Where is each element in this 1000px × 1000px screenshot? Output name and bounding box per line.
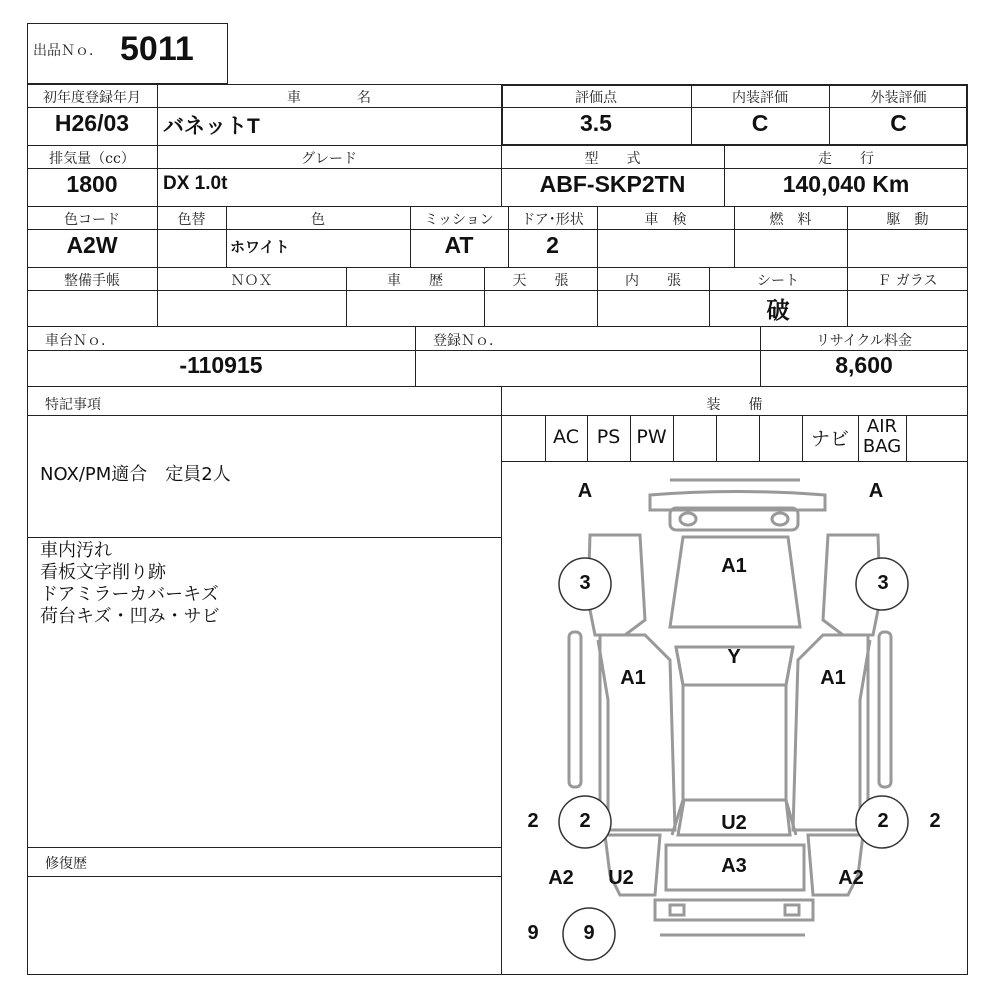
mark-left-quarter: A2 xyxy=(548,867,574,889)
lot-number: 5011 xyxy=(120,30,194,68)
mark-right-rear-out: 2 xyxy=(929,810,941,832)
mark-windshield: A1 xyxy=(721,555,747,577)
mark-front-right: A xyxy=(868,480,884,502)
interior-trim-label: 内 張 xyxy=(625,273,681,289)
chassis-value: -110915 xyxy=(179,352,263,378)
equip-ac: AC xyxy=(553,426,579,448)
remarks-line-1: 看板文字削り跡 xyxy=(40,562,166,583)
car-name-value: バネットT xyxy=(163,115,260,138)
mark-right-rear-wheel: 2 xyxy=(877,810,889,832)
equip-airbag-2: BAG xyxy=(862,436,902,457)
remarks-label: 特記事項 xyxy=(45,397,101,413)
mark-left-rear-wheel: 2 xyxy=(579,810,591,832)
service-label: 整備手帳 xyxy=(64,273,120,289)
chassis-label: 車台Ｎｏ． xyxy=(45,333,115,349)
mission-value: AT xyxy=(444,232,474,258)
exterior-value: C xyxy=(890,110,907,136)
mileage-value: 140,040 Km xyxy=(782,171,910,197)
glass-label: Ｆ ガラス xyxy=(877,273,938,289)
fuel-label: 燃 料 xyxy=(769,212,812,228)
grade-value: DX 1.0t xyxy=(163,173,228,194)
mark-left-door: A1 xyxy=(620,667,646,689)
color-label: 色 xyxy=(311,212,325,228)
mark-left-bumper: U2 xyxy=(608,867,634,889)
grade-label: グレード xyxy=(301,151,357,167)
interior-label: 内装評価 xyxy=(732,90,788,106)
color-change-label: 色替 xyxy=(177,212,206,228)
mission-label: ミッション xyxy=(424,212,494,228)
model-label: 型 式 xyxy=(584,151,641,167)
lot-label: 出品Ｎｏ． xyxy=(33,43,103,59)
history-label: 車 歴 xyxy=(387,273,443,289)
remarks-line1: NOX/PM適合 定員2人 xyxy=(40,464,231,485)
reg-label: 登録Ｎｏ． xyxy=(433,333,503,349)
equip-ps: PS xyxy=(596,426,621,448)
inspection-label: 車 検 xyxy=(644,212,687,228)
year-value: H26/03 xyxy=(54,110,130,136)
model-value: ABF-SKP2TN xyxy=(539,171,686,197)
recycle-value: 8,600 xyxy=(835,352,893,378)
mark-rear-wheel: 9 xyxy=(583,922,595,944)
mark-roof: Y xyxy=(727,646,741,668)
mark-left-rear-out: 2 xyxy=(527,810,539,832)
mark-front-left: A xyxy=(577,480,593,502)
equip-airbag-1: AIR xyxy=(866,416,898,437)
recycle-label: リサイクル料金 xyxy=(815,333,913,349)
remarks-line-2: ドアミラーカバーキズ xyxy=(40,584,219,605)
mark-bed: A3 xyxy=(721,855,747,877)
roof-label: 天 張 xyxy=(512,273,569,289)
year-label: 初年度登録年月 xyxy=(43,90,141,106)
exterior-label: 外装評価 xyxy=(870,90,927,106)
door-label: ドア･形状 xyxy=(521,212,584,228)
mark-left-fender: 3 xyxy=(579,572,591,594)
equipment-label: 装 備 xyxy=(706,397,763,413)
color-code-label: 色コード xyxy=(64,212,120,228)
mark-right-door: A1 xyxy=(820,667,846,689)
repair-history-label: 修復歴 xyxy=(45,856,87,872)
mark-right-fender: 3 xyxy=(877,572,889,594)
equip-navi: ナビ xyxy=(810,428,849,450)
mileage-label: 走 行 xyxy=(818,151,874,167)
car-name-label: 車 名 xyxy=(287,90,371,106)
mark-rear-panel: U2 xyxy=(721,812,747,834)
seat-label: シート xyxy=(757,273,799,289)
mark-right-quarter: A2 xyxy=(838,867,864,889)
mark-rear-out: 9 xyxy=(527,922,539,944)
displacement-label: 排気量（cc） xyxy=(49,151,135,167)
remarks-line-0: 車内汚れ xyxy=(40,540,112,561)
drive-label: 駆 動 xyxy=(886,212,929,228)
color-value: ホワイト xyxy=(230,239,290,256)
remarks-line-3: 荷台キズ・凹み・サビ xyxy=(40,606,220,627)
color-code-value: A2W xyxy=(66,232,118,258)
interior-value: C xyxy=(751,110,769,136)
score-label: 評価点 xyxy=(575,90,617,106)
car-diagram xyxy=(502,462,968,975)
nox-label: ＮＯＸ xyxy=(230,273,273,289)
seat-value: 破 xyxy=(766,297,790,323)
door-value: 2 xyxy=(546,232,559,258)
score-value: 3.5 xyxy=(580,110,612,136)
displacement-value: 1800 xyxy=(66,171,118,197)
equip-pw: PW xyxy=(636,426,667,448)
